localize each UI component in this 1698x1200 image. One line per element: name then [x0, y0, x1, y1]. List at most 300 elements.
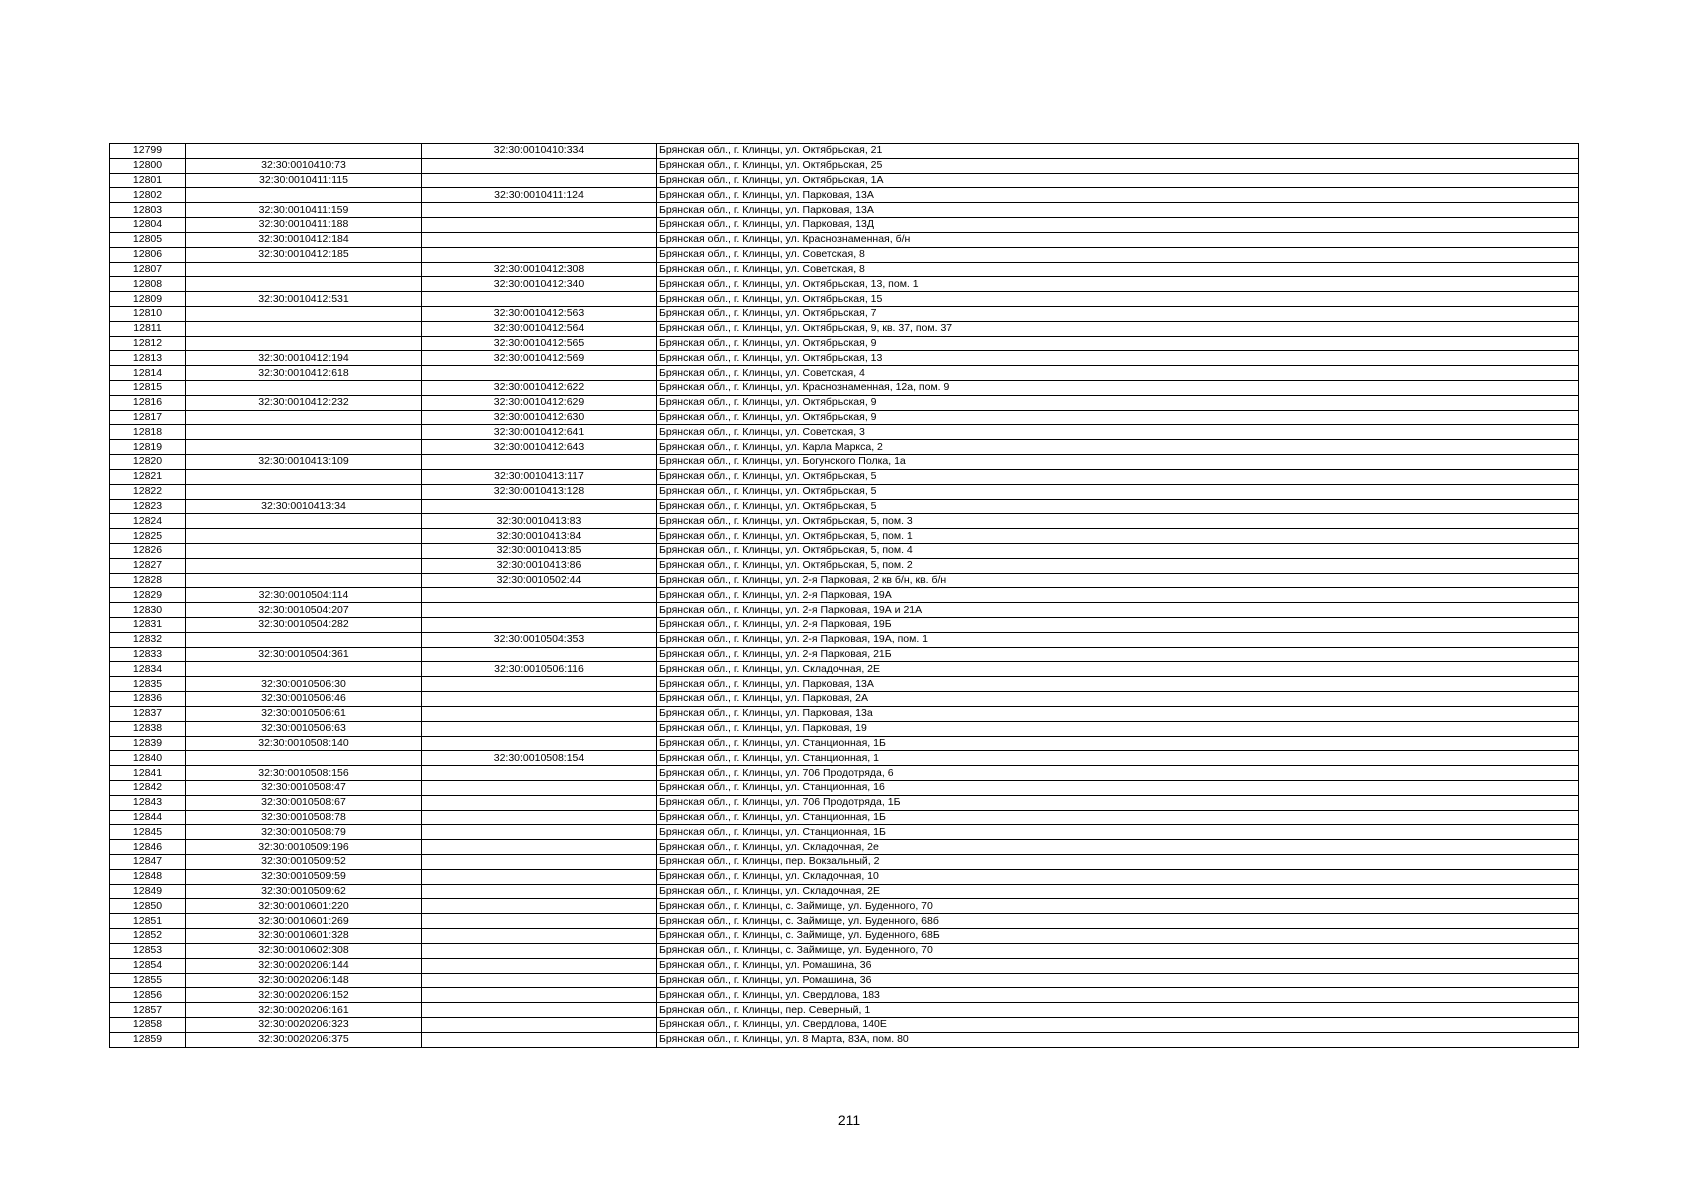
row-number-cell: 12844 [110, 810, 186, 825]
address-cell: Брянская обл., г. Клинцы, ул. Октябрьская, 5, пом. 3 [657, 514, 1579, 529]
address-cell: Брянская обл., г. Клинцы, ул. Станционная, 1Б [657, 825, 1579, 840]
table-row [110, 529, 1579, 544]
cadastral-number-building-cell [422, 1032, 657, 1047]
cadastral-number-building-cell: 32:30:0010412:565 [422, 336, 657, 351]
address-cell: Брянская обл., г. Клинцы, ул. Парковая, 19 [657, 721, 1579, 736]
cadastral-number-land-cell: 32:30:0010412:185 [186, 247, 422, 262]
address-cell: Брянская обл., г. Клинцы, ул. Ромашина, 36 [657, 958, 1579, 973]
table-row [110, 825, 1579, 840]
table-row [110, 336, 1579, 351]
row-number-cell: 12853 [110, 943, 186, 958]
cadastral-number-building-cell: 32:30:0010508:154 [422, 751, 657, 766]
address-cell: Брянская обл., г. Клинцы, ул. 2-я Парковая, 19А и 21А [657, 603, 1579, 618]
row-number-cell: 12830 [110, 603, 186, 618]
address-cell: Брянская обл., г. Клинцы, ул. Краснознаменная, б/н [657, 232, 1579, 247]
row-number-cell: 12828 [110, 573, 186, 588]
row-number-cell: 12840 [110, 751, 186, 766]
cadastral-number-building-cell [422, 973, 657, 988]
table-row [110, 795, 1579, 810]
cadastral-number-land-cell: 32:30:0010509:52 [186, 855, 422, 870]
address-cell: Брянская обл., г. Клинцы, ул. 2-я Парковая, 19А [657, 588, 1579, 603]
cadastral-number-land-cell: 32:30:0010508:78 [186, 810, 422, 825]
table-row [110, 455, 1579, 470]
cadastral-number-building-cell [422, 988, 657, 1003]
cadastral-number-building-cell: 32:30:0010413:86 [422, 558, 657, 573]
cadastral-number-building-cell [422, 603, 657, 618]
cadastral-number-land-cell: 32:30:0010508:67 [186, 795, 422, 810]
table-row [110, 425, 1579, 440]
table-row [110, 855, 1579, 870]
row-number-cell: 12801 [110, 173, 186, 188]
cadastral-number-land-cell: 32:30:0010506:63 [186, 721, 422, 736]
cadastral-number-land-cell: 32:30:0010411:188 [186, 218, 422, 233]
cadastral-number-land-cell [186, 632, 422, 647]
address-cell: Брянская обл., г. Клинцы, с. Займище, ул. Буденного, 68б [657, 914, 1579, 929]
address-cell: Брянская обл., г. Клинцы, ул. Октябрьская, 9 [657, 410, 1579, 425]
cadastral-number-building-cell [422, 929, 657, 944]
row-number-cell: 12837 [110, 706, 186, 721]
cadastral-number-land-cell: 32:30:0020206:148 [186, 973, 422, 988]
address-cell: Брянская обл., г. Клинцы, ул. Октябрьская, 13 [657, 351, 1579, 366]
row-number-cell: 12859 [110, 1032, 186, 1047]
cadastral-number-land-cell: 32:30:0010412:194 [186, 351, 422, 366]
cadastral-number-building-cell [422, 958, 657, 973]
table-row [110, 218, 1579, 233]
table-row [110, 381, 1579, 396]
address-cell: Брянская обл., г. Клинцы, ул. Парковая, 13а [657, 706, 1579, 721]
cadastral-number-land-cell [186, 306, 422, 321]
cadastral-number-building-cell [422, 232, 657, 247]
cadastral-number-building-cell [422, 869, 657, 884]
cadastral-number-building-cell [422, 736, 657, 751]
cadastral-number-land-cell: 32:30:0020206:152 [186, 988, 422, 1003]
table-row [110, 632, 1579, 647]
table-row [110, 914, 1579, 929]
address-cell: Брянская обл., г. Клинцы, ул. Октябрьская, 15 [657, 292, 1579, 307]
table-row [110, 277, 1579, 292]
cadastral-number-building-cell [422, 766, 657, 781]
cadastral-number-land-cell: 32:30:0020206:375 [186, 1032, 422, 1047]
table-row [110, 603, 1579, 618]
address-cell: Брянская обл., г. Клинцы, ул. Станционная, 1 [657, 751, 1579, 766]
row-number-cell: 12823 [110, 499, 186, 514]
cadastral-number-building-cell [422, 677, 657, 692]
address-cell: Брянская обл., г. Клинцы, ул. Октябрьская, 5 [657, 499, 1579, 514]
row-number-cell: 12832 [110, 632, 186, 647]
table-row [110, 780, 1579, 795]
cadastral-number-land-cell: 32:30:0010412:184 [186, 232, 422, 247]
row-number-cell: 12842 [110, 780, 186, 795]
table-row [110, 144, 1579, 159]
table-row [110, 706, 1579, 721]
address-cell: Брянская обл., г. Клинцы, ул. Станционная, 1Б [657, 810, 1579, 825]
cadastral-number-building-cell [422, 721, 657, 736]
row-number-cell: 12800 [110, 158, 186, 173]
row-number-cell: 12819 [110, 440, 186, 455]
row-number-cell: 12806 [110, 247, 186, 262]
cadastral-number-building-cell [422, 855, 657, 870]
row-number-cell: 12836 [110, 692, 186, 707]
row-number-cell: 12845 [110, 825, 186, 840]
row-number-cell: 12820 [110, 455, 186, 470]
table-row [110, 321, 1579, 336]
row-number-cell: 12804 [110, 218, 186, 233]
row-number-cell: 12850 [110, 899, 186, 914]
row-number-cell: 12809 [110, 292, 186, 307]
cadastral-number-building-cell [422, 499, 657, 514]
row-number-cell: 12831 [110, 618, 186, 633]
row-number-cell: 12824 [110, 514, 186, 529]
table-row [110, 692, 1579, 707]
address-cell: Брянская обл., г. Клинцы, ул. Советская, 4 [657, 366, 1579, 381]
table-row [110, 766, 1579, 781]
cadastral-number-land-cell: 32:30:0010508:79 [186, 825, 422, 840]
cadastral-number-land-cell: 32:30:0010506:30 [186, 677, 422, 692]
row-number-cell: 12802 [110, 188, 186, 203]
cadastral-number-building-cell [422, 218, 657, 233]
address-cell: Брянская обл., г. Клинцы, ул. Октябрьская, 13, пом. 1 [657, 277, 1579, 292]
cadastral-number-land-cell: 32:30:0010411:159 [186, 203, 422, 218]
table-row [110, 514, 1579, 529]
row-number-cell: 12821 [110, 469, 186, 484]
row-number-cell: 12858 [110, 1017, 186, 1032]
address-cell: Брянская обл., г. Клинцы, ул. Октябрьская, 7 [657, 306, 1579, 321]
cadastral-number-land-cell: 32:30:0010504:361 [186, 647, 422, 662]
table-row [110, 395, 1579, 410]
row-number-cell: 12838 [110, 721, 186, 736]
cadastral-number-building-cell [422, 366, 657, 381]
address-cell: Брянская обл., г. Клинцы, ул. Парковая, 13А [657, 203, 1579, 218]
table-row [110, 188, 1579, 203]
cadastral-number-land-cell: 32:30:0020206:323 [186, 1017, 422, 1032]
page-number: 211 [837, 1112, 861, 1128]
cadastral-number-building-cell [422, 203, 657, 218]
cadastral-number-land-cell [186, 514, 422, 529]
address-cell: Брянская обл., г. Клинцы, ул. Карла Маркса, 2 [657, 440, 1579, 455]
address-cell: Брянская обл., г. Клинцы, ул. Складочная, 10 [657, 869, 1579, 884]
cadastral-number-land-cell: 32:30:0010601:220 [186, 899, 422, 914]
cadastral-number-building-cell [422, 840, 657, 855]
table-row [110, 1032, 1579, 1047]
table-row [110, 869, 1579, 884]
cadastral-number-building-cell [422, 292, 657, 307]
cadastral-number-building-cell [422, 173, 657, 188]
cadastral-number-land-cell [186, 484, 422, 499]
address-cell: Брянская обл., г. Клинцы, ул. Свердлова, 140Е [657, 1017, 1579, 1032]
table-row [110, 677, 1579, 692]
table-row [110, 351, 1579, 366]
table-row [110, 929, 1579, 944]
address-cell: Брянская обл., г. Клинцы, с. Займище, ул. Буденного, 70 [657, 943, 1579, 958]
property-table [109, 143, 1579, 1048]
address-cell: Брянская обл., г. Клинцы, ул. Свердлова, 183 [657, 988, 1579, 1003]
row-number-cell: 12808 [110, 277, 186, 292]
table-row [110, 884, 1579, 899]
cadastral-number-building-cell [422, 618, 657, 633]
row-number-cell: 12843 [110, 795, 186, 810]
cadastral-number-land-cell [186, 751, 422, 766]
table-row [110, 1017, 1579, 1032]
cadastral-number-land-cell [186, 573, 422, 588]
cadastral-number-building-cell [422, 247, 657, 262]
address-cell: Брянская обл., г. Клинцы, ул. Парковая, 13А [657, 677, 1579, 692]
address-cell: Брянская обл., г. Клинцы, ул. Октябрьская, 9 [657, 395, 1579, 410]
row-number-cell: 12799 [110, 144, 186, 159]
address-cell: Брянская обл., г. Клинцы, ул. Советская, 8 [657, 262, 1579, 277]
cadastral-number-land-cell: 32:30:0010508:140 [186, 736, 422, 751]
table-row [110, 810, 1579, 825]
address-cell: Брянская обл., г. Клинцы, ул. Советская, 3 [657, 425, 1579, 440]
table-row [110, 736, 1579, 751]
address-cell: Брянская обл., г. Клинцы, ул. Станционная, 16 [657, 780, 1579, 795]
row-number-cell: 12827 [110, 558, 186, 573]
address-cell: Брянская обл., г. Клинцы, ул. Октябрьская, 5 [657, 469, 1579, 484]
row-number-cell: 12826 [110, 543, 186, 558]
cadastral-number-building-cell: 32:30:0010413:85 [422, 543, 657, 558]
table-row [110, 262, 1579, 277]
cadastral-number-land-cell: 32:30:0010506:46 [186, 692, 422, 707]
cadastral-number-land-cell: 32:30:0010602:308 [186, 943, 422, 958]
row-number-cell: 12851 [110, 914, 186, 929]
cadastral-number-land-cell [186, 188, 422, 203]
cadastral-number-building-cell [422, 588, 657, 603]
cadastral-number-building-cell: 32:30:0010506:116 [422, 662, 657, 677]
row-number-cell: 12833 [110, 647, 186, 662]
row-number-cell: 12812 [110, 336, 186, 351]
cadastral-number-building-cell: 32:30:0010412:641 [422, 425, 657, 440]
row-number-cell: 12856 [110, 988, 186, 1003]
cadastral-number-land-cell [186, 321, 422, 336]
table-row [110, 618, 1579, 633]
cadastral-number-building-cell [422, 158, 657, 173]
table-row [110, 306, 1579, 321]
cadastral-number-building-cell: 32:30:0010412:622 [422, 381, 657, 396]
table-row [110, 232, 1579, 247]
table-row [110, 247, 1579, 262]
row-number-cell: 12829 [110, 588, 186, 603]
table-row [110, 573, 1579, 588]
table-row [110, 588, 1579, 603]
cadastral-number-building-cell [422, 706, 657, 721]
table-row [110, 158, 1579, 173]
address-cell: Брянская обл., г. Клинцы, ул. Богунского Полка, 1а [657, 455, 1579, 470]
cadastral-number-building-cell: 32:30:0010413:128 [422, 484, 657, 499]
table-row [110, 943, 1579, 958]
table-row [110, 292, 1579, 307]
row-number-cell: 12810 [110, 306, 186, 321]
cadastral-number-land-cell: 32:30:0010509:196 [186, 840, 422, 855]
cadastral-number-land-cell: 32:30:0010509:59 [186, 869, 422, 884]
table-row [110, 840, 1579, 855]
address-cell: Брянская обл., г. Клинцы, ул. Парковая, 2А [657, 692, 1579, 707]
cadastral-number-building-cell: 32:30:0010412:569 [422, 351, 657, 366]
cadastral-number-land-cell [186, 277, 422, 292]
cadastral-number-building-cell: 32:30:0010413:83 [422, 514, 657, 529]
address-cell: Брянская обл., г. Клинцы, ул. Краснознаменная, 12а, пом. 9 [657, 381, 1579, 396]
cadastral-number-building-cell [422, 810, 657, 825]
cadastral-number-land-cell: 32:30:0010504:114 [186, 588, 422, 603]
cadastral-number-building-cell: 32:30:0010412:564 [422, 321, 657, 336]
address-cell: Брянская обл., г. Клинцы, ул. Октябрьская, 5, пом. 1 [657, 529, 1579, 544]
cadastral-number-building-cell: 32:30:0010412:308 [422, 262, 657, 277]
cadastral-number-land-cell: 32:30:0010412:531 [186, 292, 422, 307]
cadastral-number-land-cell [186, 381, 422, 396]
cadastral-number-land-cell [186, 410, 422, 425]
table-row [110, 721, 1579, 736]
cadastral-number-land-cell: 32:30:0010504:207 [186, 603, 422, 618]
table-row [110, 203, 1579, 218]
cadastral-number-building-cell: 32:30:0010502:44 [422, 573, 657, 588]
table-row [110, 662, 1579, 677]
cadastral-number-building-cell [422, 1003, 657, 1018]
table-row [110, 647, 1579, 662]
row-number-cell: 12815 [110, 381, 186, 396]
cadastral-number-land-cell: 32:30:0010601:328 [186, 929, 422, 944]
address-cell: Брянская обл., г. Клинцы, ул. Парковая, 13А [657, 188, 1579, 203]
address-cell: Брянская обл., г. Клинцы, с. Займище, ул. Буденного, 70 [657, 899, 1579, 914]
cadastral-number-building-cell [422, 795, 657, 810]
address-cell: Брянская обл., г. Клинцы, ул. Октябрьская, 21 [657, 144, 1579, 159]
address-cell: Брянская обл., г. Клинцы, ул. Октябрьская, 5, пом. 4 [657, 543, 1579, 558]
row-number-cell: 12803 [110, 203, 186, 218]
table-row [110, 469, 1579, 484]
row-number-cell: 12811 [110, 321, 186, 336]
cadastral-number-land-cell: 32:30:0010509:62 [186, 884, 422, 899]
cadastral-number-land-cell: 32:30:0010410:73 [186, 158, 422, 173]
cadastral-number-land-cell: 32:30:0010411:115 [186, 173, 422, 188]
cadastral-number-building-cell [422, 780, 657, 795]
address-cell: Брянская обл., г. Клинцы, пер. Северный, 1 [657, 1003, 1579, 1018]
table-row [110, 751, 1579, 766]
row-number-cell: 12822 [110, 484, 186, 499]
table-row [110, 366, 1579, 381]
cadastral-number-land-cell: 32:30:0010506:61 [186, 706, 422, 721]
address-cell: Брянская обл., г. Клинцы, ул. Складочная, 2е [657, 840, 1579, 855]
cadastral-number-land-cell: 32:30:0020206:161 [186, 1003, 422, 1018]
address-cell: Брянская обл., г. Клинцы, ул. Ромашина, 36 [657, 973, 1579, 988]
cadastral-number-building-cell: 32:30:0010413:84 [422, 529, 657, 544]
table-row [110, 440, 1579, 455]
table-row [110, 899, 1579, 914]
row-number-cell: 12814 [110, 366, 186, 381]
row-number-cell: 12848 [110, 869, 186, 884]
cadastral-number-building-cell: 32:30:0010411:124 [422, 188, 657, 203]
cadastral-number-building-cell: 32:30:0010504:353 [422, 632, 657, 647]
table-row [110, 958, 1579, 973]
row-number-cell: 12839 [110, 736, 186, 751]
cadastral-number-building-cell: 32:30:0010412:629 [422, 395, 657, 410]
table-row [110, 558, 1579, 573]
cadastral-number-land-cell: 32:30:0010504:282 [186, 618, 422, 633]
cadastral-number-land-cell [186, 425, 422, 440]
address-cell: Брянская обл., г. Клинцы, с. Займище, ул. Буденного, 68Б [657, 929, 1579, 944]
row-number-cell: 12847 [110, 855, 186, 870]
address-cell: Брянская обл., г. Клинцы, ул. Складочная, 2Е [657, 884, 1579, 899]
cadastral-number-land-cell: 32:30:0010508:47 [186, 780, 422, 795]
cadastral-number-land-cell [186, 144, 422, 159]
table-row [110, 173, 1579, 188]
address-cell: Брянская обл., г. Клинцы, ул. 8 Марта, 83А, пом. 80 [657, 1032, 1579, 1047]
address-cell: Брянская обл., г. Клинцы, ул. 2-я Парковая, 19А, пом. 1 [657, 632, 1579, 647]
address-cell: Брянская обл., г. Клинцы, ул. Октябрьская, 5, пом. 2 [657, 558, 1579, 573]
cadastral-number-land-cell: 32:30:0010601:269 [186, 914, 422, 929]
row-number-cell: 12855 [110, 973, 186, 988]
table-row [110, 499, 1579, 514]
cadastral-number-land-cell: 32:30:0010413:109 [186, 455, 422, 470]
row-number-cell: 12805 [110, 232, 186, 247]
row-number-cell: 12841 [110, 766, 186, 781]
row-number-cell: 12854 [110, 958, 186, 973]
row-number-cell: 12835 [110, 677, 186, 692]
cadastral-number-building-cell [422, 692, 657, 707]
cadastral-number-building-cell [422, 647, 657, 662]
row-number-cell: 12825 [110, 529, 186, 544]
cadastral-number-building-cell: 32:30:0010412:643 [422, 440, 657, 455]
address-cell: Брянская обл., г. Клинцы, ул. Октябрьская, 5 [657, 484, 1579, 499]
cadastral-number-building-cell [422, 884, 657, 899]
cadastral-number-building-cell [422, 943, 657, 958]
cadastral-number-land-cell [186, 529, 422, 544]
row-number-cell: 12817 [110, 410, 186, 425]
address-cell: Брянская обл., г. Клинцы, ул. 706 Продотряда, 1Б [657, 795, 1579, 810]
table-row [110, 543, 1579, 558]
row-number-cell: 12818 [110, 425, 186, 440]
cadastral-number-land-cell: 32:30:0010508:156 [186, 766, 422, 781]
cadastral-number-land-cell: 32:30:0020206:144 [186, 958, 422, 973]
address-cell: Брянская обл., г. Клинцы, ул. Складочная, 2Е [657, 662, 1579, 677]
row-number-cell: 12834 [110, 662, 186, 677]
table-body [110, 144, 1579, 1048]
address-cell: Брянская обл., г. Клинцы, ул. 2-я Парковая, 21Б [657, 647, 1579, 662]
address-cell: Брянская обл., г. Клинцы, ул. Октябрьская, 9, кв. 37, пом. 37 [657, 321, 1579, 336]
cadastral-number-building-cell [422, 899, 657, 914]
table-row [110, 410, 1579, 425]
cadastral-number-land-cell [186, 469, 422, 484]
address-cell: Брянская обл., г. Клинцы, ул. Парковая, 13Д [657, 218, 1579, 233]
cadastral-number-building-cell [422, 825, 657, 840]
table-row [110, 973, 1579, 988]
row-number-cell: 12857 [110, 1003, 186, 1018]
cadastral-number-land-cell [186, 543, 422, 558]
table-row [110, 988, 1579, 1003]
row-number-cell: 12813 [110, 351, 186, 366]
cadastral-number-land-cell: 32:30:0010412:618 [186, 366, 422, 381]
cadastral-number-land-cell [186, 662, 422, 677]
cadastral-number-land-cell [186, 440, 422, 455]
cadastral-number-building-cell: 32:30:0010412:340 [422, 277, 657, 292]
table-row [110, 484, 1579, 499]
cadastral-number-building-cell: 32:30:0010412:630 [422, 410, 657, 425]
row-number-cell: 12852 [110, 929, 186, 944]
cadastral-number-building-cell [422, 914, 657, 929]
row-number-cell: 12849 [110, 884, 186, 899]
address-cell: Брянская обл., г. Клинцы, ул. Октябрьская, 9 [657, 336, 1579, 351]
address-cell: Брянская обл., г. Клинцы, ул. Октябрьская, 25 [657, 158, 1579, 173]
cadastral-number-building-cell: 32:30:0010410:334 [422, 144, 657, 159]
address-cell: Брянская обл., г. Клинцы, пер. Вокзальный, 2 [657, 855, 1579, 870]
cadastral-number-land-cell [186, 336, 422, 351]
cadastral-number-land-cell: 32:30:0010413:34 [186, 499, 422, 514]
address-cell: Брянская обл., г. Клинцы, ул. Советская, 8 [657, 247, 1579, 262]
row-number-cell: 12816 [110, 395, 186, 410]
row-number-cell: 12807 [110, 262, 186, 277]
address-cell: Брянская обл., г. Клинцы, ул. Станционная, 1Б [657, 736, 1579, 751]
address-cell: Брянская обл., г. Клинцы, ул. 2-я Парковая, 19Б [657, 618, 1579, 633]
cadastral-number-land-cell [186, 558, 422, 573]
address-cell: Брянская обл., г. Клинцы, ул. Октябрьская, 1А [657, 173, 1579, 188]
cadastral-number-land-cell [186, 262, 422, 277]
cadastral-number-building-cell [422, 455, 657, 470]
